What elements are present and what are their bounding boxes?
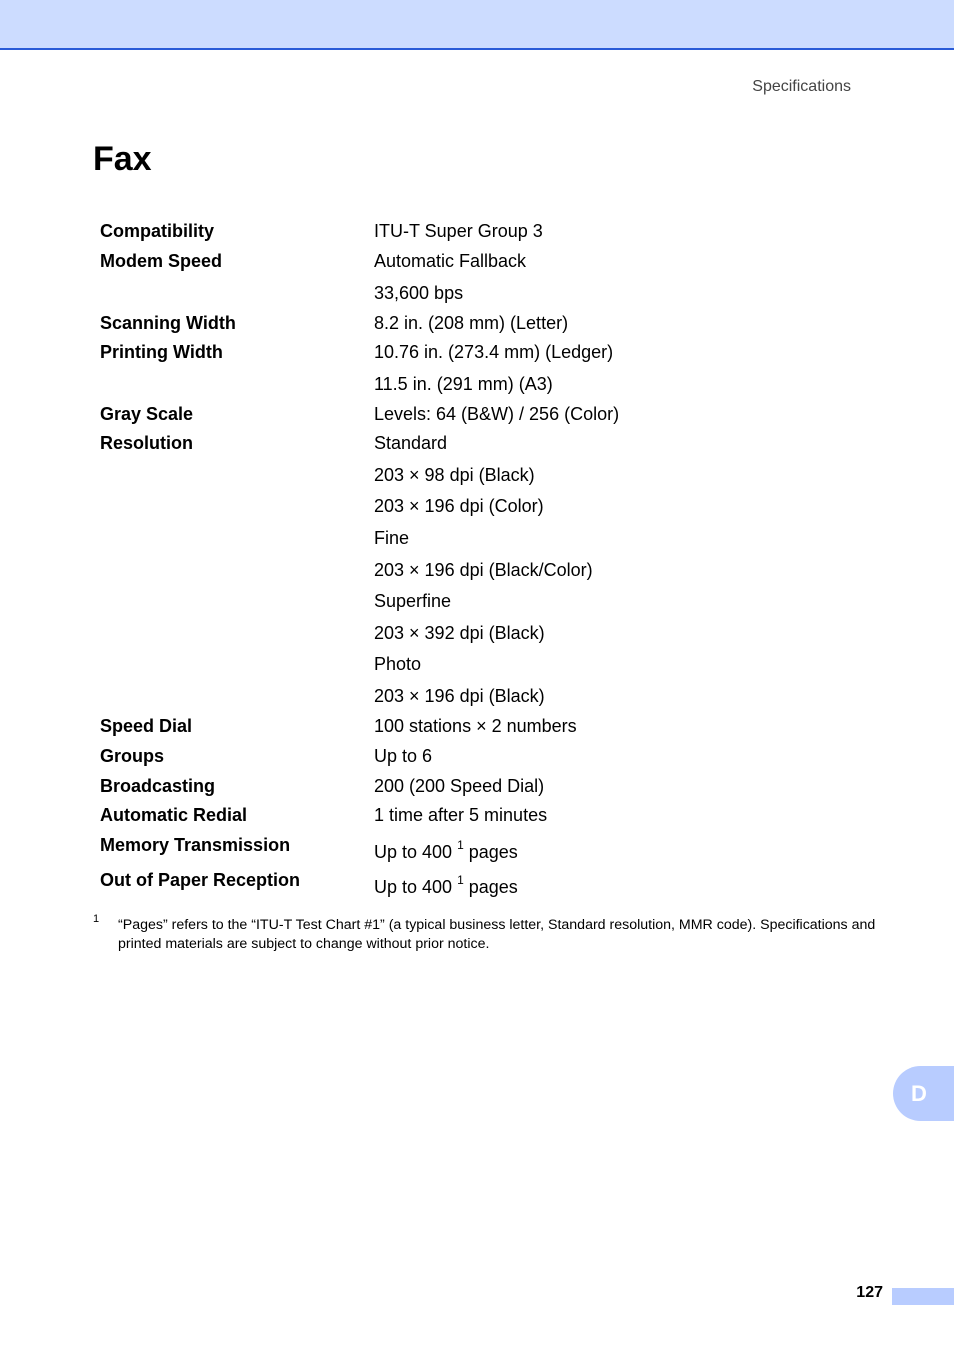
spec-label-automatic-redial: Automatic Redial (100, 805, 248, 825)
spec-value-memory-transmission (374, 840, 518, 863)
spec-value-resolution-4: Fine (374, 528, 410, 548)
spec-value-printing-width: 10.76 in. (273.4 mm) (Ledger) (374, 342, 614, 362)
footnote-text: “Pages” refers to the “ITU-T Test Chart #1” (a typical business letter, Standard resolution, MMR code). Specifications and printed materials are subject to change without prior notice. (118, 917, 876, 952)
spec-label-compatibility: Compatibility (100, 221, 215, 241)
footnote-ref: 1 (457, 838, 464, 852)
page-number: 127 (856, 1284, 883, 1301)
spec-value-resolution-1: Standard (374, 433, 448, 453)
spec-value-modem-speed: Automatic Fallback (374, 251, 527, 271)
spec-value-resolution-7: 203 × 392 dpi (Black) (374, 623, 545, 643)
spec-label-speed-dial: Speed Dial (100, 716, 193, 736)
footer-bar (892, 1288, 954, 1305)
spec-value-groups: Up to 6 (374, 746, 433, 766)
spec-label-broadcasting: Broadcasting (100, 776, 216, 796)
spec-label-scanning-width: Scanning Width (100, 313, 236, 333)
spec-value-printing-width-2: 11.5 in. (291 mm) (A3) (374, 374, 553, 394)
spec-value-resolution-3: 203 × 196 dpi (Color) (374, 496, 544, 516)
spec-label-resolution: Resolution (100, 433, 193, 453)
footnote-ref: 1 (457, 873, 464, 887)
spec-label-gray-scale: Gray Scale (100, 404, 194, 424)
spec-value-speed-dial: 100 stations × 2 numbers (374, 716, 577, 736)
spec-value-compatibility: ITU-T Super Group 3 (374, 221, 543, 241)
page-title: Fax (93, 140, 152, 178)
running-header: Specifications (752, 78, 851, 95)
spec-value-resolution-2: 203 × 98 dpi (Black) (374, 465, 535, 485)
spec-value-resolution-6: Superfine (374, 591, 452, 611)
chapter-tab: D (893, 1066, 954, 1121)
spec-value-text: Up to 400 (374, 842, 458, 862)
spec-value-automatic-redial: 1 time after 5 minutes (374, 805, 548, 825)
spec-value-resolution-9: 203 × 196 dpi (Black) (374, 686, 545, 706)
spec-value-gray-scale: Levels: 64 (B&W) / 256 (Color) (374, 404, 620, 424)
spec-label-modem-speed: Modem Speed (100, 251, 223, 271)
spec-value-resolution-8: Photo (374, 654, 422, 674)
spec-value-text: Up to 400 (374, 877, 458, 897)
spec-value-modem-speed-2: 33,600 bps (374, 283, 464, 303)
spec-value-out-of-paper-reception (374, 875, 518, 898)
spec-label-memory-transmission: Memory Transmission (100, 835, 291, 855)
spec-value-scanning-width: 8.2 in. (208 mm) (Letter) (374, 313, 569, 333)
spec-value-suffix: pages (463, 842, 518, 862)
spec-value-broadcasting: 200 (200 Speed Dial) (374, 776, 545, 796)
footnote-mark: 1 (93, 913, 100, 925)
spec-label-out-of-paper-reception: Out of Paper Reception (100, 870, 301, 890)
spec-label-groups: Groups (100, 746, 165, 766)
spec-label-printing-width: Printing Width (100, 342, 223, 362)
spec-value-suffix: pages (463, 877, 518, 897)
spec-value-resolution-5: 203 × 196 dpi (Black/Color) (374, 560, 593, 580)
